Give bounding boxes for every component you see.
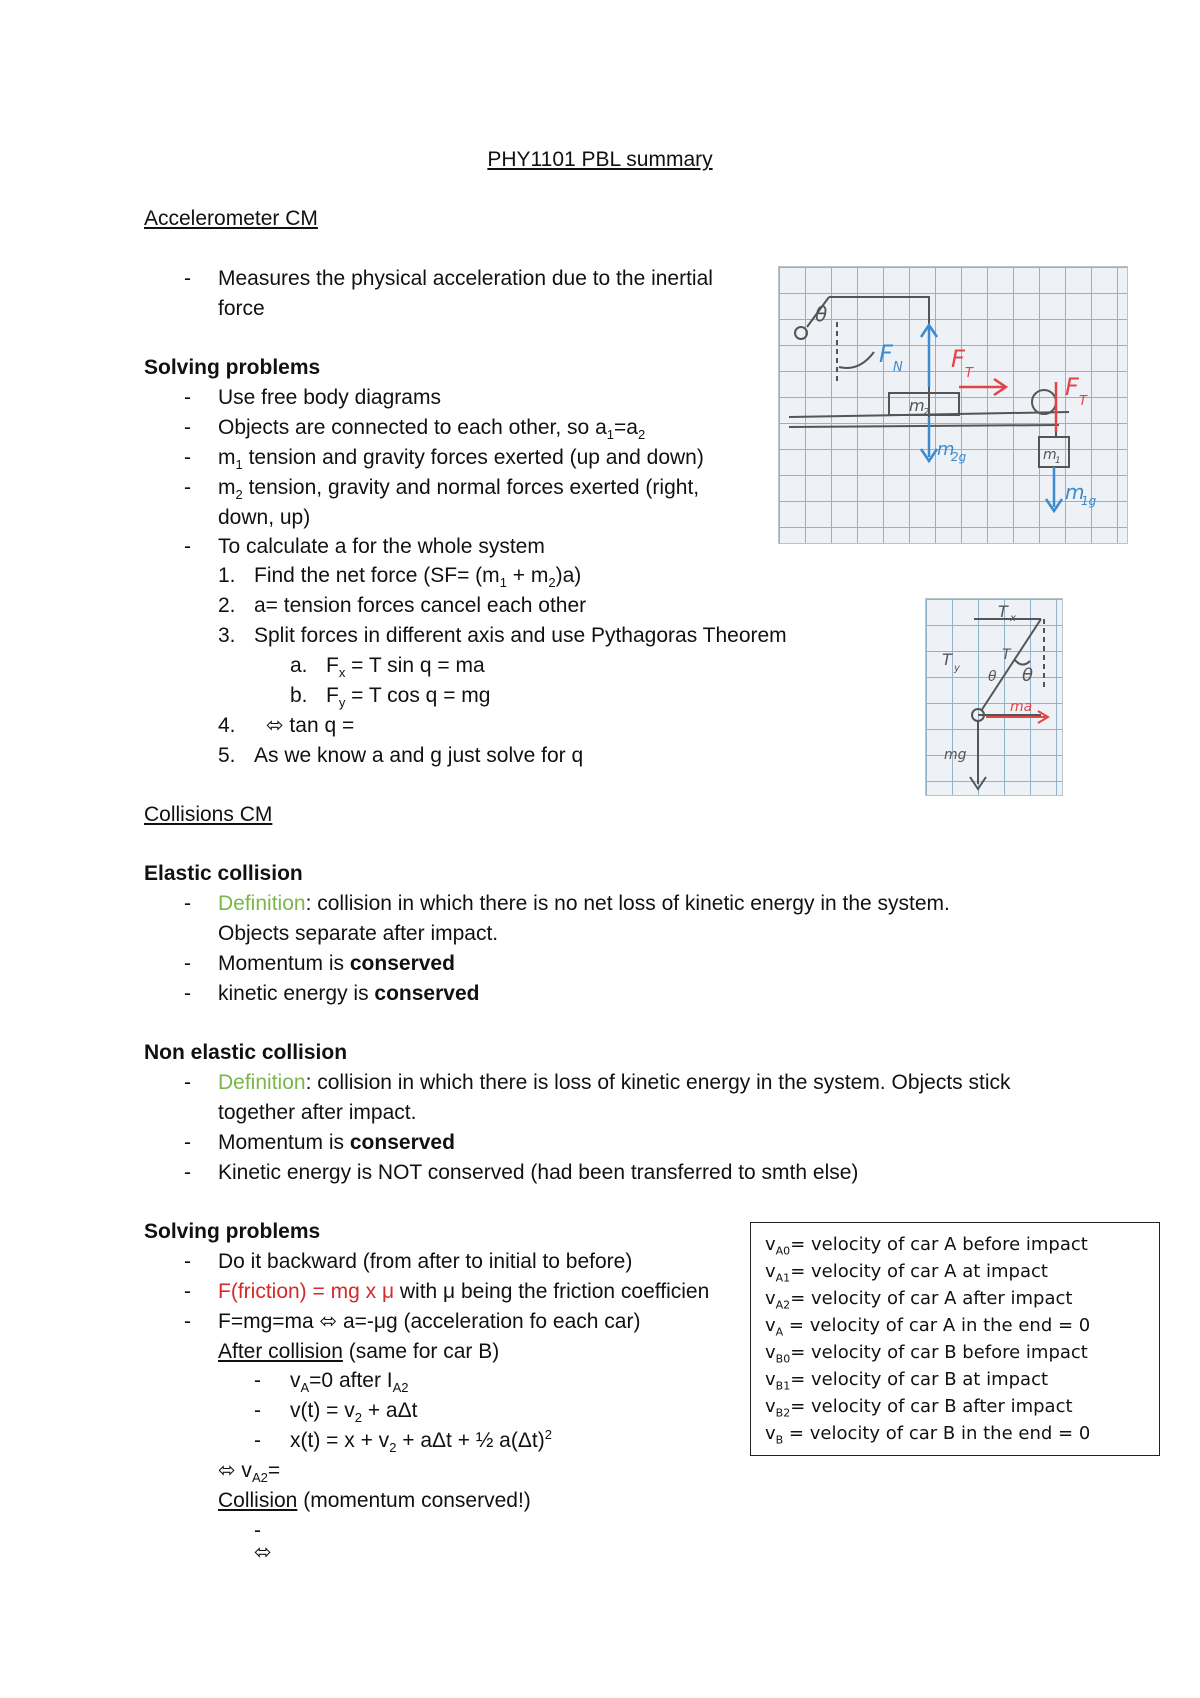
step-letter: b. — [290, 684, 308, 707]
solving2-bullet-1: Do it backward (from after to initial to before) — [218, 1250, 633, 1273]
pencil-surface-2 — [789, 425, 1059, 427]
bullet-dash: - — [184, 386, 191, 409]
bullet-dash: - — [184, 535, 191, 558]
collision-line: Collision (momentum conserved!) — [218, 1489, 531, 1512]
velocity-def-row: $v_B$ = velocity of car B in the end = 0 — [765, 1423, 1091, 1447]
label-m1: m — [1043, 447, 1057, 463]
label-theta1: θ — [988, 669, 997, 685]
step-3a: $F_x = T$ sin q = ma — [326, 654, 485, 681]
free-body-diagram-photo — [778, 266, 1128, 544]
velocity-def-row: $v_{B0}=$ velocity of car B before impact — [765, 1342, 1088, 1366]
bullet-dash: - — [254, 1369, 261, 1392]
label-t: T — [1002, 647, 1011, 663]
label-fn-sub: N — [893, 360, 903, 375]
label-mg: mg — [944, 747, 967, 763]
definition-label: Definition — [218, 892, 306, 915]
velocity-def-row: $v_{A1}=$ velocity of car A at impact — [765, 1261, 1048, 1285]
step-3: Split forces in different axis and use Pythagoras Theorem — [254, 624, 787, 647]
bullet-dash: - — [254, 1429, 261, 1452]
label-m2-sub: 2 — [923, 407, 930, 418]
label-m1g: m — [1065, 480, 1085, 504]
after-step-1: $v_A=0$ after $I_{A2}$ — [290, 1369, 409, 1396]
pendulum-diagram-sketch — [926, 599, 1062, 795]
solving2-bullet-3: F=mg=ma ⬄ a=-μg (acceleration fo each car) — [218, 1310, 641, 1333]
accelerometer-bullet-line2: force — [218, 297, 265, 320]
solving1-bullet-4-line2: down, up) — [218, 506, 311, 529]
elastic-momentum: Momentum is conserved — [218, 952, 455, 975]
velocity-def-row: $v_A$ = velocity of car A in the end = 0 — [765, 1315, 1091, 1339]
step-5: As we know a and g just solve for q — [254, 744, 584, 767]
label-ty-sub: y — [954, 663, 960, 674]
nonelastic-definition: Definition: collision in which there is loss of kinetic energy in the system. Objects stick — [218, 1071, 1011, 1094]
after-step-3: $x(t) = x + v_2 + a\Delta t$ + ½ $a(\Delta t)^2$ — [290, 1427, 552, 1456]
velocity-def-row: $v_{A0}=$ velocity of car A before impact — [765, 1234, 1088, 1258]
bullet-dash: - — [184, 1310, 191, 1333]
step-3b: $F_y = T$ cos q = mg — [326, 684, 491, 711]
va2-line: ⬄ $v_{A2}=$ — [218, 1459, 281, 1486]
velocity-def-row: $v_{B2}=$ velocity of car B after impact — [765, 1396, 1073, 1420]
bullet-dash: - — [254, 1399, 261, 1422]
label-m2: m — [909, 396, 925, 415]
subheading-nonelastic: Non elastic collision — [144, 1041, 348, 1064]
bullet-dash: - — [184, 892, 191, 915]
pencil-bob — [795, 327, 807, 339]
label-ma: ma — [1010, 699, 1033, 715]
pendulum-diagram-photo — [925, 598, 1063, 796]
after-step-2: $v(t) = v_2 + a\Delta t$ — [290, 1399, 418, 1426]
bullet-dash: - — [184, 446, 191, 469]
bullet-dash: - — [184, 952, 191, 975]
nonelastic-kinetic: Kinetic energy is NOT conserved (had been transferred to smth else) — [218, 1161, 859, 1184]
subheading-solving-problems-2: Solving problems — [144, 1220, 321, 1243]
section-heading-collisions: Collisions CM — [144, 803, 273, 826]
label-ft: F — [951, 345, 965, 373]
elastic-kinetic: kinetic energy is conserved — [218, 982, 480, 1005]
accelerometer-bullet-line1: Measures the physical acceleration due to the inertial — [218, 267, 713, 290]
label-theta2: θ — [1022, 665, 1034, 686]
step-4: ⬄ tan q = — [266, 714, 355, 737]
bullet-dash: - — [184, 1280, 191, 1303]
label-ft2-sub: T — [1079, 394, 1087, 409]
friction-formula: F(friction) = mg x μ — [218, 1280, 395, 1303]
velocity-def-row: $v_{A2}=$ velocity of car A after impact — [765, 1288, 1073, 1312]
bullet-dash: - — [184, 1161, 191, 1184]
label-ft-sub: T — [965, 366, 973, 381]
bullet-dash: - — [184, 476, 191, 499]
bullet-dash: - — [184, 1250, 191, 1273]
solving1-bullet-2: Objects are connected to each other, so $a_1=a_2$ — [218, 416, 646, 443]
step-2: a= tension forces cancel each other — [254, 594, 587, 617]
step-number: 4. — [218, 714, 236, 737]
pencil-arc — [1014, 659, 1030, 665]
bullet-dash: - — [184, 1071, 191, 1094]
free-body-diagram-sketch — [779, 267, 1127, 543]
label-m1-sub: 1 — [1055, 456, 1061, 466]
solving1-bullet-4: $m_2$ tension, gravity and normal forces exerted (right, — [218, 476, 700, 503]
bullet-dash: - — [184, 267, 191, 290]
elastic-definition: Definition: collision in which there is no net loss of kinetic energy in the system. — [218, 892, 950, 915]
step-number: 5. — [218, 744, 236, 767]
pencil-arc — [839, 352, 874, 368]
velocity-definitions-box — [750, 1222, 1160, 1456]
nonelastic-momentum: Momentum is conserved — [218, 1131, 455, 1154]
label-ft2: F — [1065, 373, 1079, 401]
velocity-def-row: $v_{B1}=$ velocity of car B at impact — [765, 1369, 1049, 1393]
bullet-dash: - — [184, 416, 191, 439]
bullet-dash: - — [184, 1131, 191, 1154]
label-m2g: m — [937, 439, 955, 460]
step-number: 3. — [218, 624, 236, 647]
collision-dash: - — [254, 1519, 261, 1542]
bullet-dash: - — [184, 982, 191, 1005]
definition-label: Definition — [218, 1071, 306, 1094]
label-m2g-sub: 2g — [951, 450, 967, 464]
label-ty: T — [942, 650, 952, 669]
nonelastic-definition-line2: together after impact. — [218, 1101, 417, 1124]
solving1-bullet-3: $m_1$ tension and gravity forces exerted (up and down) — [218, 446, 704, 473]
step-1: Find the net force $(SF= (m_1 + m_2)a)$ — [254, 564, 582, 591]
label-m1g-sub: 1g — [1081, 494, 1097, 508]
page-title: PHY1101 PBL summary — [487, 148, 713, 171]
pencil-pulley — [1032, 390, 1056, 414]
label-tx-sub: x — [1010, 613, 1016, 624]
solving2-bullet-2: F(friction) = mg x μ with μ being the friction coefficien — [218, 1280, 710, 1303]
label-theta: θ — [815, 302, 828, 326]
subheading-solving-problems-1: Solving problems — [144, 356, 321, 379]
step-letter: a. — [290, 654, 308, 677]
elastic-definition-line2: Objects separate after impact. — [218, 922, 499, 945]
section-heading-accelerometer: Accelerometer CM — [144, 207, 318, 230]
step-number: 1. — [218, 564, 236, 587]
label-fn: F — [879, 340, 893, 368]
collision-arrow: ⬄ — [254, 1541, 272, 1564]
step-number: 2. — [218, 594, 236, 617]
solving1-bullet-1: Use free body diagrams — [218, 386, 441, 409]
subheading-elastic: Elastic collision — [144, 862, 303, 885]
solving1-bullet-5: To calculate a for the whole system — [218, 535, 545, 558]
after-collision-line: After collision (same for car B) — [218, 1340, 500, 1363]
label-tx: T — [998, 602, 1008, 621]
